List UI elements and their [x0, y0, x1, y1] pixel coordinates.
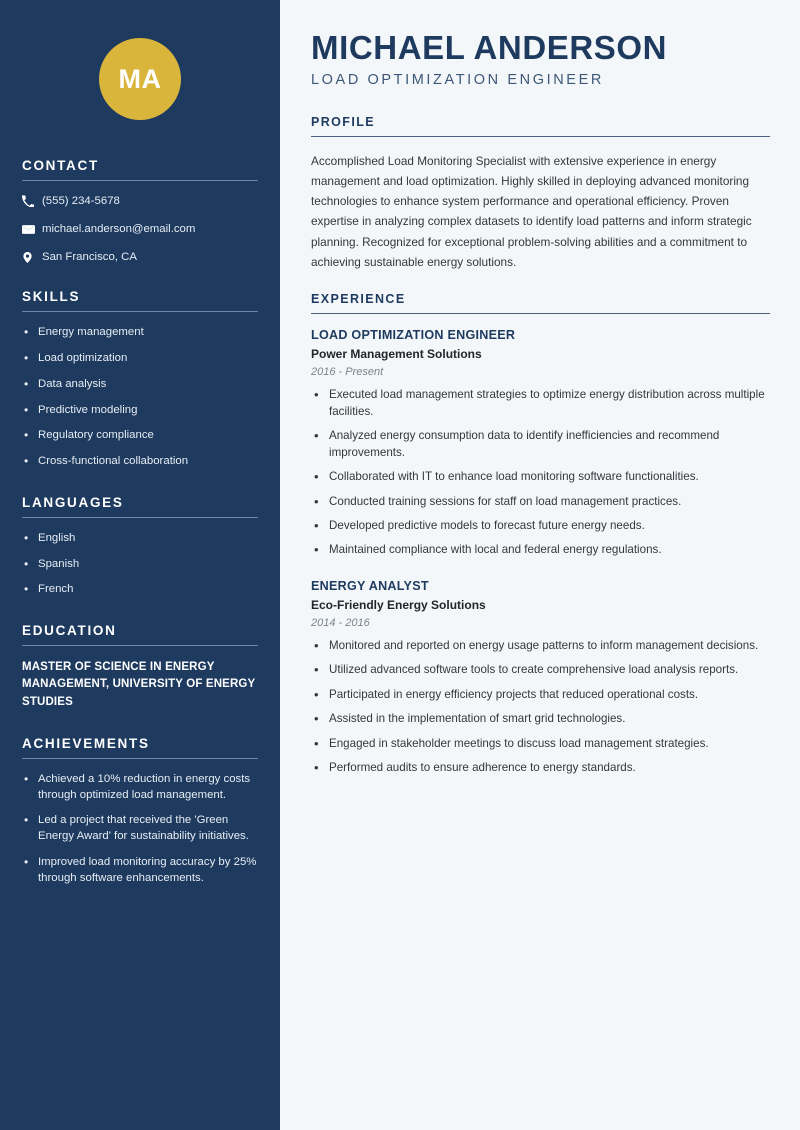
- languages-section: [22, 495, 258, 598]
- list-item: • Achieved a 10% reduction in energy costs through optimized load management.: [22, 772, 258, 803]
- list-item: • Maintained compliance with local and federal energy regulations.: [311, 542, 770, 558]
- avatar-container: [22, 0, 258, 158]
- achievements-section: [22, 736, 258, 886]
- experience-bullets: [311, 638, 770, 777]
- achievements-heading: ACHIEVEMENTS: [22, 735, 150, 751]
- list-item: • Monitored and reported on energy usage patterns to inform management decisions.: [311, 638, 770, 654]
- contact-item-location[interactable]: [22, 250, 258, 265]
- experience-heading: EXPERIENCE: [311, 292, 406, 307]
- list-item: • Regulatory compliance: [22, 428, 258, 444]
- list-item: • Analyzed energy consumption data to identify inefficiencies and recommend improvements.: [311, 428, 770, 461]
- experience-company: Power Management Solutions: [311, 347, 482, 362]
- profile-section: [311, 115, 770, 273]
- list-item: • Predictive modeling: [22, 403, 258, 419]
- contact-section: [22, 158, 258, 264]
- avatar: MA: [99, 38, 181, 120]
- education-entry: MASTER OF SCIENCE IN ENERGY MANAGEMENT, UNIVERSITY OF ENERGY STUDIES: [22, 661, 256, 708]
- profile-heading: PROFILE: [311, 114, 375, 129]
- experience-title: ENERGY ANALYST: [311, 578, 429, 593]
- list-item: • Improved load monitoring accuracy by 25% through software enhancements.: [22, 855, 258, 886]
- experience-entry: [311, 328, 770, 559]
- envelope-icon: [22, 222, 42, 236]
- phone-icon: [22, 194, 42, 207]
- experience-dates: 2016 - Present: [311, 366, 384, 379]
- list-item: • Performed audits to ensure adherence to energy standards.: [311, 760, 770, 776]
- contact-item-phone[interactable]: [22, 194, 258, 209]
- list-item: • Spanish: [22, 557, 258, 573]
- sidebar: [0, 0, 280, 1130]
- list-item: • Cross-functional collaboration: [22, 454, 258, 470]
- achievements-divider: [22, 758, 258, 759]
- experience-divider: [311, 313, 770, 314]
- list-item: • Conducted training sessions for staff on load management practices.: [311, 494, 770, 510]
- experience-title: LOAD OPTIMIZATION ENGINEER: [311, 328, 516, 343]
- experience-bullets: [311, 387, 770, 559]
- languages-heading: LANGUAGES: [22, 494, 124, 510]
- list-item: • Energy management: [22, 325, 258, 341]
- experience-dates: 2014 - 2016: [311, 616, 370, 629]
- experience-company: Eco-Friendly Energy Solutions: [311, 597, 486, 612]
- list-item: • Load optimization: [22, 351, 258, 367]
- list-item: • French: [22, 582, 258, 598]
- education-heading: EDUCATION: [22, 623, 117, 639]
- contact-divider: [22, 180, 258, 181]
- contact-heading: CONTACT: [22, 158, 99, 173]
- location-value: San Francisco, CA: [42, 250, 137, 263]
- list-item: • Data analysis: [22, 377, 258, 393]
- profile-divider: [311, 136, 770, 137]
- skills-section: [22, 289, 258, 469]
- languages-divider: [22, 517, 258, 518]
- list-item: • Engaged in stakeholder meetings to discuss load management strategies.: [311, 736, 770, 752]
- list-item: • Executed load management strategies to optimize energy distribution across multiple facilities.: [311, 387, 770, 420]
- list-item: • Participated in energy efficiency projects that reduced operational costs.: [311, 687, 770, 703]
- profile-text: Accomplished Load Monitoring Specialist with extensive experience in energy management and load optimization. Highly skilled in deploying advanced monitoring technologies to enhance system performance and operational efficiency. Proven expertise in analyzing complex datasets to identify load patterns and inform strategic planning. Recognized for exceptional problem-solving abilities and a commitment to achieving sustainable energy solutions.: [311, 153, 752, 270]
- skills-divider: [22, 311, 258, 312]
- headline: LOAD OPTIMIZATION ENGINEER: [311, 71, 604, 88]
- email-value: michael.anderson@email.com: [42, 222, 196, 235]
- main-content: [283, 0, 800, 1130]
- map-pin-icon: [22, 250, 42, 264]
- list-item: • English: [22, 531, 258, 547]
- list-item: • Assisted in the implementation of smart grid technologies.: [311, 711, 770, 727]
- education-section: [22, 623, 258, 711]
- page-title: MICHAEL ANDERSON: [311, 29, 668, 66]
- skills-list: [22, 325, 258, 469]
- list-item: • Collaborated with IT to enhance load monitoring software functionalities.: [311, 469, 770, 485]
- languages-list: [22, 531, 258, 598]
- contact-item-email[interactable]: [22, 222, 258, 237]
- achievements-list: [22, 772, 258, 886]
- list-item: • Led a project that received the 'Green Energy Award' for sustainability initiatives.: [22, 813, 258, 844]
- education-divider: [22, 645, 258, 646]
- phone-value: (555) 234-5678: [42, 195, 120, 207]
- experience-entry: [311, 579, 770, 777]
- list-item: • Utilized advanced software tools to create comprehensive load analysis reports.: [311, 662, 770, 678]
- list-item: • Developed predictive models to forecast future energy needs.: [311, 518, 770, 534]
- skills-heading: SKILLS: [22, 289, 81, 305]
- experience-section: [311, 292, 770, 776]
